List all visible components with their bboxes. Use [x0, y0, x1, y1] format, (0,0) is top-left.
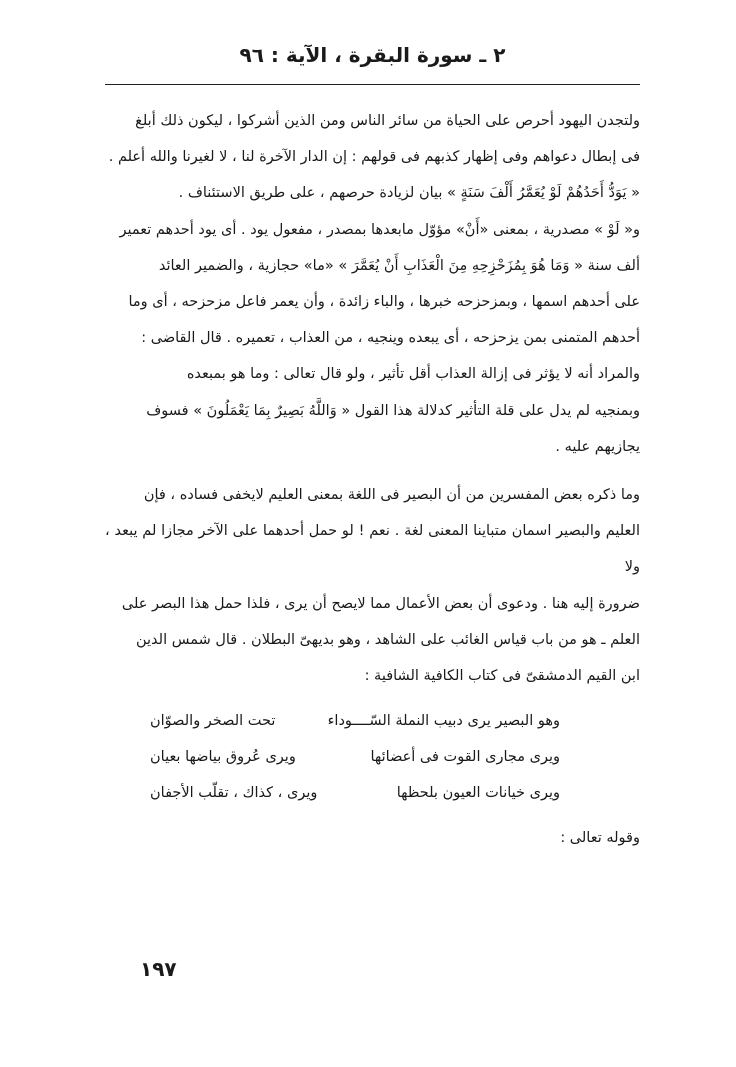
text-line: ألف سنة « وَمَا هُوَ بِمُزَحْزِحِهِ مِنَ الْعَذَابِ أَنْ يُعَمَّرَ » «ما» حجازية ، والضمير العائد: [158, 257, 640, 274]
text-line: يجازيهم عليه .: [555, 438, 640, 455]
text-line: ولتجدن اليهود أحرص على الحياة من سائر الناس ومن الذين أشركوا ، ليكون ذلك أبلغ: [135, 113, 640, 129]
text-line: العليم والبصير اسمان متباينا المعنى لغة . نعم ! لو حمل أحدهما على الآخر مجازا لم يبعد ، ولا: [105, 523, 640, 576]
main-text: [105, 103, 640, 694]
paragraph-gap: [105, 465, 640, 477]
verse-first-hemistich: وهو البصير يرى دبيب النملة السّــــوداء: [327, 713, 560, 729]
text-line: فى إبطال دعواهم وفى إظهار كذبهم فى قولهم : إن الدار الآخرة لنا ، لا لغيرنا والله أعلم .: [108, 149, 640, 166]
text-line: و« لَوْ » مصدرية ، بمعنى «أَنْ» مؤوّل مابعدها بمصدر ، مفعول يود . أى يود أحدهم تعمير: [119, 221, 640, 238]
text-line: ضرورة إليه هنا . ودعوى أن بعض الأعمال مما لايصح أن يرى ، فلذا حمل هذا البصر على: [121, 595, 640, 612]
closing-line: وقوله تعالى :: [560, 830, 640, 846]
verse-first-hemistich: ويرى خيانات العيون بلحظها: [396, 785, 560, 802]
text-line: وما ذكره بعض المفسرين من أن البصير فى اللغة بمعنى العليم لايخفى فساده ، فإن: [143, 487, 640, 504]
page-header-title: ٢ ـ سورة البقرة ، الآية : ٩٦: [239, 43, 506, 67]
verse-line: [150, 739, 560, 775]
verse-line: [150, 775, 560, 811]
text-line: على أحدهم اسمها ، وبمزحزحه خبرها ، والباء زائدة ، وأن يعمر فاعل مزحزحه ، أى وما: [128, 294, 640, 311]
page-number: ١٩٧: [140, 957, 177, 981]
text-line: والمراد أنه لا يؤثر فى إزالة العذاب أقل تأثير ، ولو قال تعالى : وما هو بمبعده: [186, 366, 640, 383]
verse-second-hemistich: ويرى ، كذاك ، تقلّب الأجفان: [150, 785, 318, 802]
verse-second-hemistich: تحت الصخر والصوّان: [150, 713, 276, 729]
verse-first-hemistich: ويرى مجارى القوت فى أعضائها: [370, 749, 560, 766]
text-line: وبمنجيه لم يدل على قلة التأثير كدلالة هذا القول « وَاللَّهُ بَصِيرٌ بِمَا يَعْمَلُونَ » فسوف: [146, 402, 640, 419]
text-line: أحدهم المتمنى بمن يزحزحه ، أى يبعده وينجيه ، من العذاب ، تعميره . قال القاضى :: [141, 330, 640, 347]
text-line: « يَوَدُّ أَحَدُهُمْ لَوْ يُعَمَّرُ أَلْفَ سَنَةٍ » بيان لزيادة حرصهم ، على طريق الاستئناف .: [178, 185, 640, 202]
verse-line: [150, 703, 560, 739]
text-line: العلم ـ هو من باب قياس الغائب على الشاهد ، وهو بديهىّ البطلان . قال شمس الدين: [135, 631, 640, 648]
text-line: ابن القيم الدمشقىّ فى كتاب الكافية الشافية :: [364, 668, 640, 685]
poem-verses: [150, 703, 560, 812]
verse-second-hemistich: ويرى عُروق بياضها بعيان: [150, 749, 296, 766]
header-divider: [105, 84, 640, 85]
